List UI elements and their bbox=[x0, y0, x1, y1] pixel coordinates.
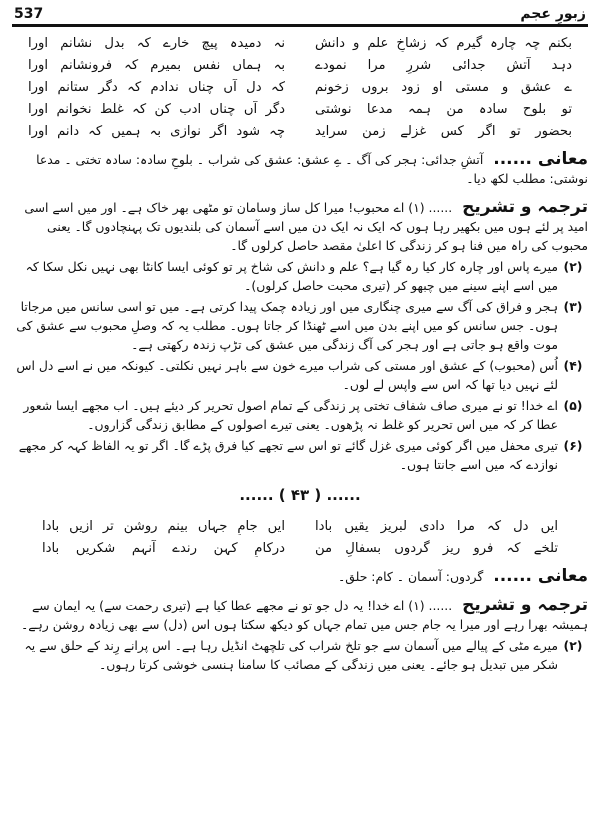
verse-line: نہ دمیدہ پیچ خارے کہ بدل نشانم اورا bbox=[28, 36, 285, 51]
paragraph-text: ہجر و فراق کی آگ سے میری چنگاری میں اور زیادہ چمک پیدا کرتی ہے۔ میں تو اسی سانس میں مرجاتا ہوں۔ جس سانس کو میں اپنے بدن میں اسے ٹھنڈا کر جاتا ہوں۔ مطلب یہ کہ وصلِ محبوب سے عشق کی موت واقع ہو جاتی ہے اور ہجر کی آگ زندگی میں عشق کی تڑپ زندہ رکھتی ہے۔ bbox=[16, 299, 558, 352]
verse-line: تلخے کہ فرو ریز گردوں بسفالِ من bbox=[315, 541, 558, 556]
paragraph-text: میرے مٹی کے پیالے میں آسمان سے جو تلخ شراب کی تلچھٹ انڈیل رہا ہے۔ اس پرانے رِند کے حلق سے یہ شکر میں تبدیل ہو جائے۔ یعنی میں زندگی کے مصائب کا سامنا ہنسی خوشی کرتا رہوں۔ bbox=[24, 638, 558, 672]
paragraph-text: اے خدا! تو نے میری صاف شفاف تختی پر زندگی کے تمام اصول تحریر کر دیئے ہیں۔ اب مجھے ایسا شعور عطا کر کہ میں اس تحریر کو غلط نہ پڑھوں۔ یعنی تیرے اصولوں کے مطابق زندگی گزاروں۔ bbox=[23, 398, 558, 432]
glossary bbox=[12, 150, 588, 188]
page-header bbox=[12, 6, 588, 24]
translation-text: ...... (۱) اے محبوب! میرا کل ساز وسامان تو مٹھی بھر خاک ہے۔ اور میں اسے اسی امید پر لئے ہوں میں بکھیر رہا ہوں کہ ایک نہ ایک دن میں اسے آسمان کی بلندیوں تک پہنچادوں گا۔ یعنی محبوب کی راہ میں فنا ہو کر زندگی کا اعلیٰ مقصد حاصل کرلوں گا۔ bbox=[24, 200, 588, 253]
paragraph-number: (۵) bbox=[563, 398, 583, 413]
glossary-text: گردوں: آسمان ۔ کام: حلق۔ bbox=[338, 569, 484, 584]
verse-line: ایں جامِ جہاں بینم روشن تر ازیں بادا bbox=[42, 519, 285, 534]
section-number: ...... ( ۴۳ ) ...... bbox=[239, 486, 361, 504]
glossary-2 bbox=[12, 567, 588, 586]
verse-line: دہد آتش جدائی شررِ مرا نمودے bbox=[315, 58, 572, 73]
verse-line: درکامِ کہن رندے آنہم شکریں بادا bbox=[42, 541, 285, 556]
glossary-text: آتشِ جدائی: ہجر کی آگ ۔ ےِ عشق: عشق کی شراب ۔ بلوحِ سادہ: سادہ تختی ۔ مدعا نوشتی: مطلب لکھ دیا۔ bbox=[36, 152, 588, 186]
glossary-label: معانی ...... bbox=[493, 566, 588, 586]
translation-label: ترجمہ و تشریح bbox=[462, 595, 588, 615]
verses-block bbox=[12, 35, 588, 140]
page-number: 537 bbox=[14, 6, 44, 22]
paragraph-number: (۲) bbox=[563, 259, 583, 274]
numbered-paragraph bbox=[12, 436, 588, 474]
book-title: زبورِ عجم bbox=[520, 6, 586, 22]
verse-line: کہ دل آں چناں ندادم کہ دگر ستانم اورا bbox=[28, 80, 285, 95]
verse-line: بحضور تو اگر کس غزلے زمن سراید bbox=[315, 124, 572, 139]
verses-block-2 bbox=[12, 518, 588, 557]
paragraph-text: میرے پاس اور چارہ کار کیا رہ گیا ہے؟ علم و دانش کی شاخ پر تو کوئی ایسا کانٹا بھی نہیں نکل سکا کہ میں اسے اپنے سینے میں چبھو کر (تیری محبت حاصل کرلوں)۔ bbox=[25, 259, 558, 293]
verse-line: چہ شود اگر نوازی بہ ہمیں کہ دانم اورا bbox=[28, 124, 285, 139]
numbered-paragraph bbox=[12, 636, 588, 674]
numbered-paragraph bbox=[12, 356, 588, 394]
paragraph-number: (۶) bbox=[563, 438, 583, 453]
verse-line: ے عشق و مستی او زود بروں زخونم bbox=[315, 80, 572, 95]
verse-line: تو بلوح سادہ من ہمہ مدعا نوشتی bbox=[315, 102, 572, 117]
translation-intro bbox=[12, 198, 588, 255]
paragraph-number: (۴) bbox=[563, 358, 583, 373]
header-rule bbox=[12, 24, 588, 27]
translation-intro-2 bbox=[12, 596, 588, 634]
numbered-paragraph bbox=[12, 396, 588, 434]
numbered-paragraph bbox=[12, 297, 588, 354]
glossary-label: معانی ...... bbox=[493, 149, 588, 169]
verse-line: دگر آں چناں ادب کن کہ غلط نخوانم اورا bbox=[28, 102, 285, 117]
verse-line: بہ ہماں نفس بمیرم کہ فرونشانم اورا bbox=[28, 58, 285, 73]
numbered-paragraph bbox=[12, 257, 588, 295]
paragraph-text: اُس (محبوب) کے عشق اور مستی کی شراب میرے خون سے باہر نہیں نکلتی۔ کیونکہ میں نے اسے دل اس لئے نہیں دیا تھا کہ اس سے واپس لے لوں۔ bbox=[16, 358, 558, 392]
paragraph-number: (۳) bbox=[563, 299, 583, 314]
paragraph-text: تیری محفل میں اگر کوئی میری غزل گائے تو اس سے تجھے کیا فرق پڑے گا۔ اگر تو یہ الفاظ کہہ کر مجھے نوازدے کہ میں اسے جانتا ہوں۔ bbox=[18, 438, 558, 472]
verse-line: بکنم چہ چارہ گیرم کہ زشاخِ علم و دانش bbox=[315, 36, 572, 51]
translation-text: ...... (۱) اے خدا! یہ دل جو تو نے مجھے عطا کیا ہے (تیری رحمت سے) یہ ایمان سے ہمیشہ بھرا رہے اور میرا یہ جام جس میں تمام جہاں کو دیکھ سکتا ہوں اس (دل) سے بھی زیادہ روشن رہے۔ bbox=[21, 598, 588, 632]
verse-line: ایں دل کہ مرا دادی لبریز یقیں بادا bbox=[315, 519, 558, 534]
paragraph-number: (۲) bbox=[563, 638, 583, 653]
translation-label: ترجمہ و تشریح bbox=[462, 197, 588, 217]
